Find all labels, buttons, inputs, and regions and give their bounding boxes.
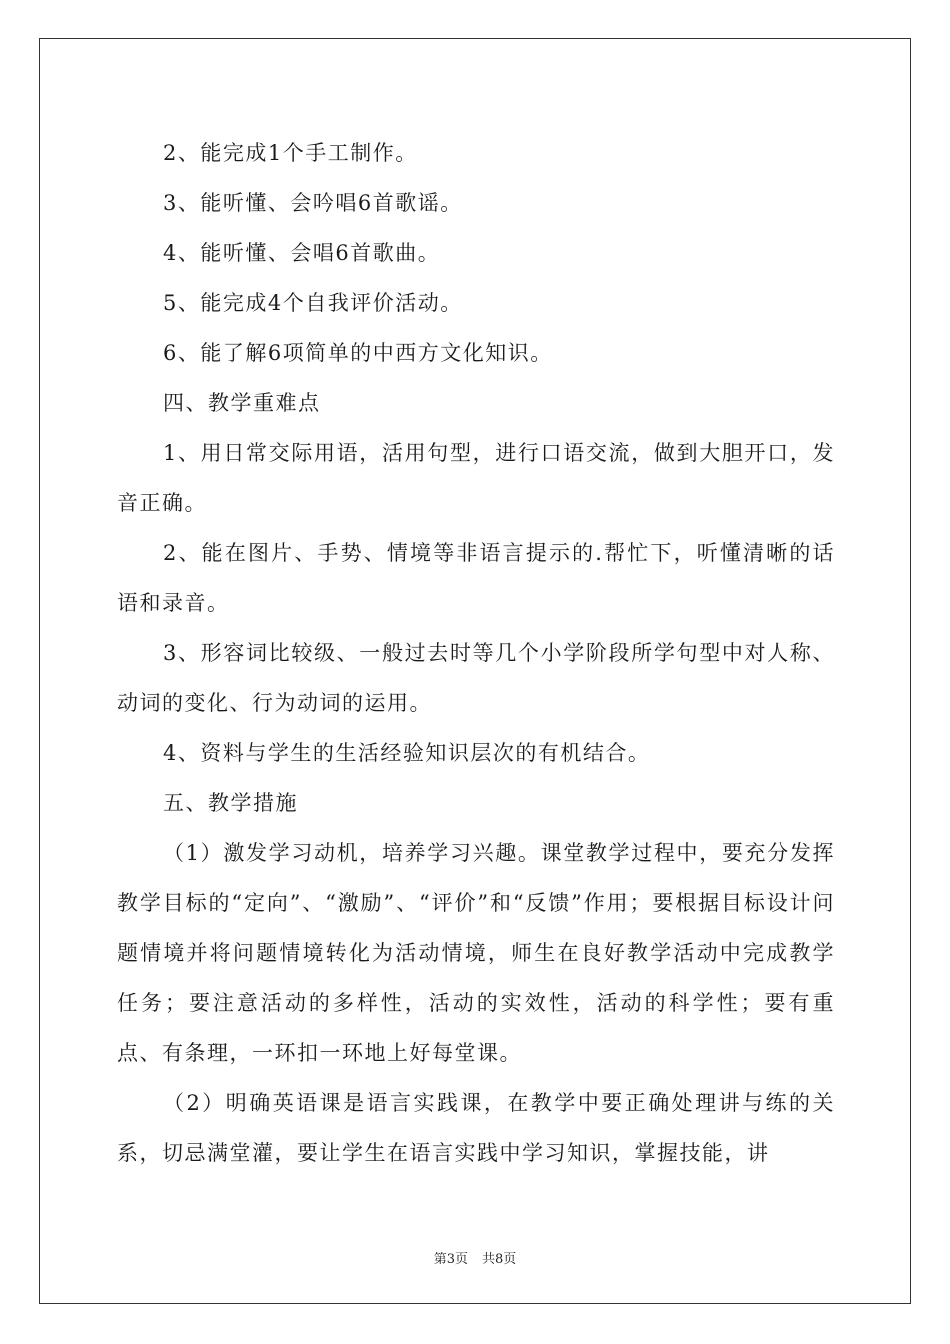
list-item-6: 6、能了解6项简单的中西方文化知识。	[163, 341, 553, 365]
key-point-4: 4、资料与学生的生活经验知识层次的有机结合。	[163, 741, 651, 765]
page-total: 共8页	[482, 1252, 517, 1267]
page-footer	[0, 1248, 950, 1267]
list-item-3: 3、能听懂、会吟唱6首歌谣。	[163, 191, 463, 215]
key-point-3: 3、形容词比较级、一般过去时等几个小学阶段所学句型中对人称、动词的变化、行为动词的运用。	[117, 641, 835, 715]
measure-2: （2）明确英语课是语言实践课，在教学中要正确处理讲与练的关系，切忌满堂灌，要让学生在语言实践中学习知识，掌握技能，讲	[117, 1091, 835, 1165]
list-item-5: 5、能完成4个自我评价活动。	[163, 291, 463, 315]
page-number: 第3页	[433, 1252, 468, 1267]
key-point-1: 1、用日常交际用语，活用句型，进行口语交流，做到大胆开口，发音正确。	[117, 441, 835, 515]
section-heading-key-points: 四、教学重难点	[163, 391, 321, 415]
measure-1: （1）激发学习动机，培养学习兴趣。课堂教学过程中，要充分发挥教学目标的“定向”、“激励”、“评价”和“反馈”作用；要根据目标设计问题情境并将问题情境转化为活动情境，师生在良好教学活动中完成教学任务；要注意活动的多样性，活动的实效性，活动的科学性；要有重点、有条理，一环扣一环地上好每堂课。	[117, 841, 835, 1065]
list-item-4: 4、能听懂、会唱6首歌曲。	[163, 241, 441, 265]
list-item-2: 2、能完成1个手工制作。	[163, 141, 418, 165]
section-heading-measures: 五、教学措施	[163, 791, 298, 815]
key-point-2: 2、能在图片、手势、情境等非语言提示的.帮忙下，听懂清晰的话语和录音。	[117, 541, 835, 615]
document-body	[117, 128, 835, 1178]
